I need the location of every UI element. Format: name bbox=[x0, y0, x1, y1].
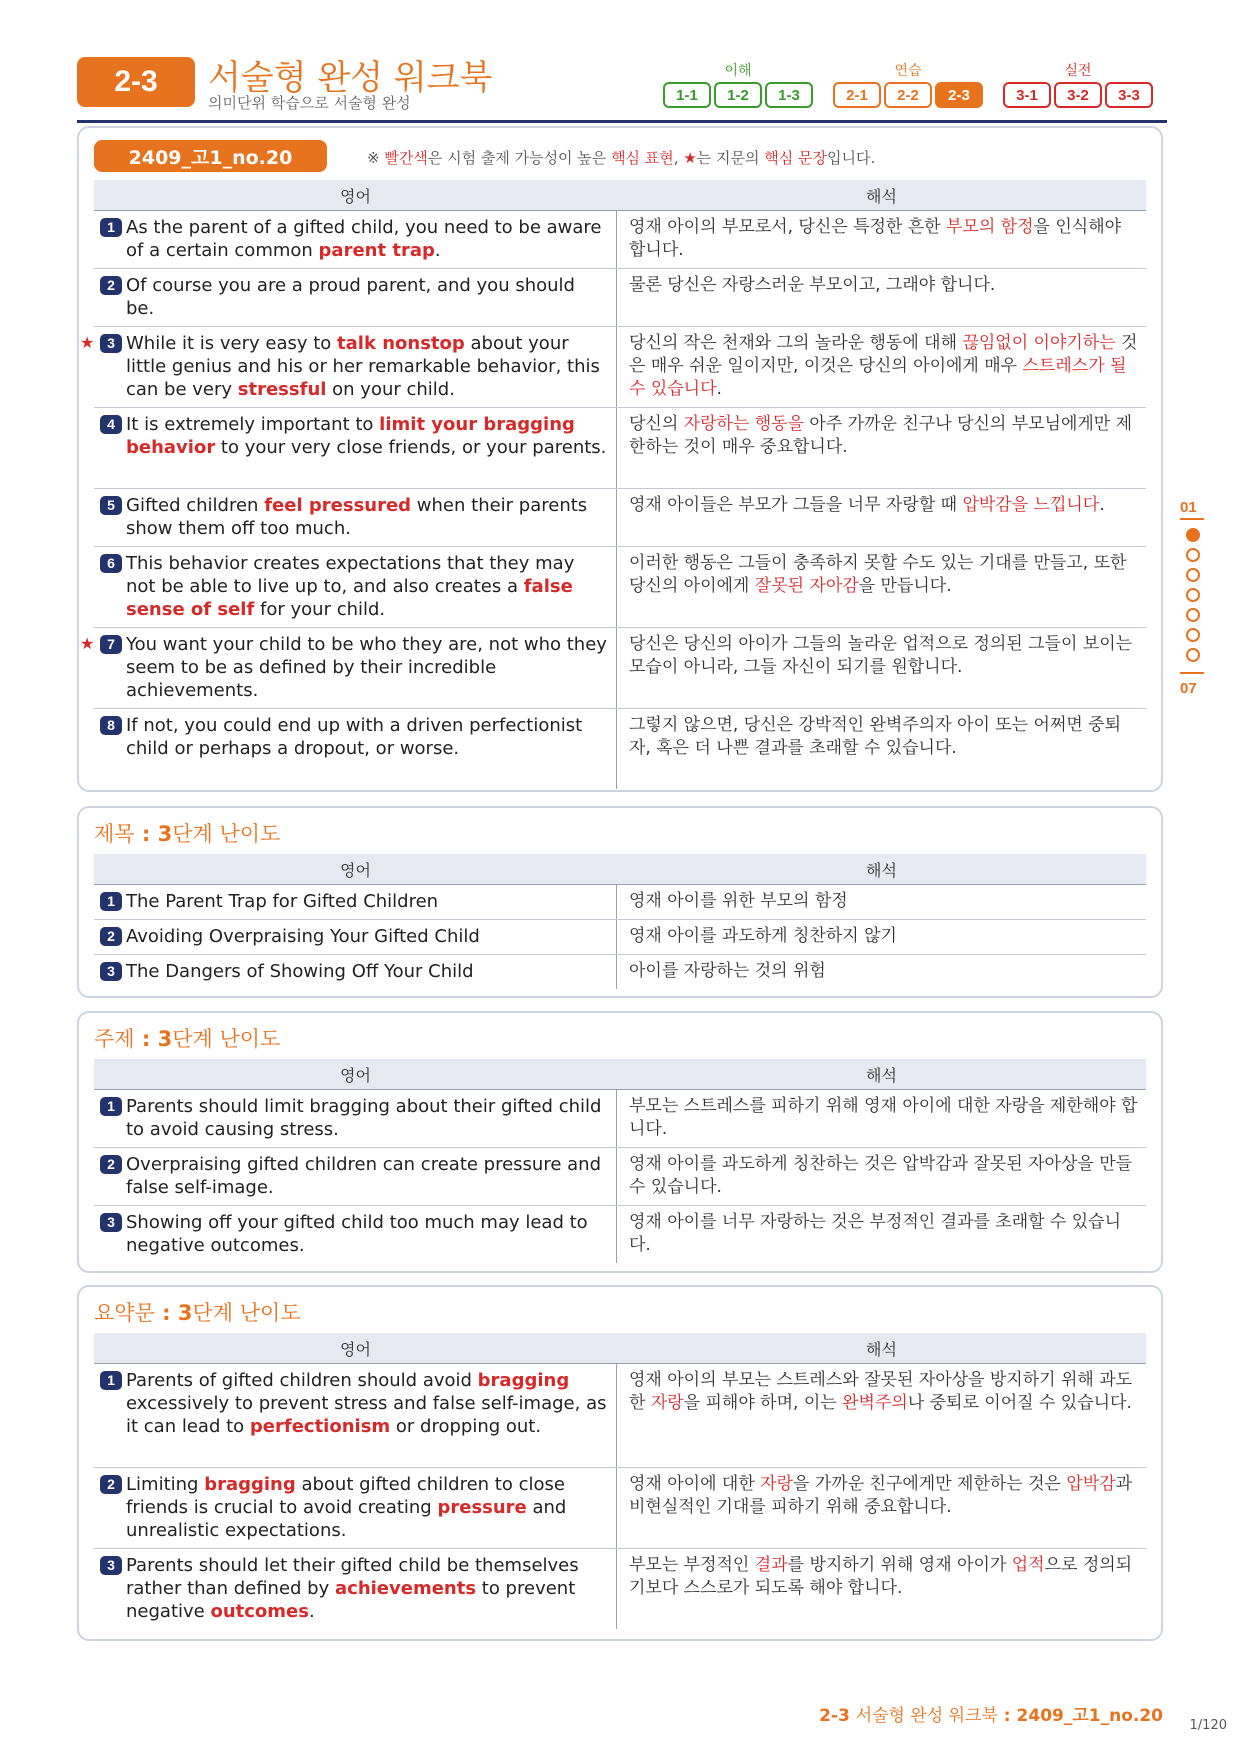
key-expression: limit your bragging behavior bbox=[126, 414, 575, 458]
column-header-korean: 해석 bbox=[866, 860, 897, 880]
english-cell bbox=[94, 1090, 617, 1147]
english-text: The Dangers of Showing Off Your Child bbox=[126, 961, 474, 982]
key-expression: 끊임없이 이야기하는 bbox=[962, 333, 1116, 353]
table-row bbox=[94, 210, 1146, 268]
english-cell bbox=[94, 1468, 617, 1548]
level-button-1-3[interactable]: 1-3 bbox=[765, 82, 813, 108]
side-nav-end: 07 bbox=[1180, 680, 1197, 697]
key-expression: 압박감 bbox=[1066, 1474, 1116, 1494]
sentence-number-badge: 8 bbox=[100, 716, 122, 735]
korean-cell: 당신의 작은 천재와 그의 놀라운 행동에 대해 끊임없이 이야기하는 것은 매우 쉬운 일이지만, 이것은 당신의 아이에게 매우 스트레스가 될 수 있습니다. bbox=[629, 333, 1138, 399]
key-expression: feel pressured bbox=[264, 495, 412, 516]
level-button-2-3-active[interactable]: 2-3 bbox=[935, 82, 983, 108]
side-nav-dot-3[interactable] bbox=[1186, 568, 1200, 582]
english-text: As the parent of a gifted child, you need to be aware of a certain common parent trap. bbox=[126, 217, 602, 261]
level-button-3-3[interactable]: 3-3 bbox=[1105, 82, 1153, 108]
english-text: It is extremely important to limit your bragging behavior to your very close friends, or your parents. bbox=[126, 414, 607, 458]
table-header bbox=[94, 854, 1146, 884]
column-header-korean: 해석 bbox=[866, 186, 897, 206]
section-title: 제목 : 3단계 난이도 bbox=[94, 822, 281, 846]
sentence-number-badge: 5 bbox=[100, 496, 122, 515]
table-row bbox=[94, 1363, 1146, 1467]
side-nav-dot-1[interactable] bbox=[1186, 528, 1200, 542]
table-row bbox=[80, 627, 1146, 708]
table-row bbox=[80, 326, 1146, 407]
sentence-number-badge: 2 bbox=[100, 1155, 122, 1174]
sentence-number-badge: 1 bbox=[100, 218, 122, 237]
passage-table bbox=[80, 180, 1146, 789]
key-expression: false sense of self bbox=[126, 576, 573, 620]
english-text: Showing off your gifted child too much may lead to negative outcomes. bbox=[126, 1212, 588, 1256]
table-row bbox=[94, 407, 1146, 488]
english-cell bbox=[94, 489, 617, 546]
english-text: Parents of gifted children should avoid bragging excessively to prevent stress and false self-image, as it can lead to perfectionism or dropping out. bbox=[126, 1370, 607, 1437]
korean-cell: 영재 아이를 위한 부모의 함정 bbox=[629, 891, 848, 911]
table-row bbox=[94, 1548, 1146, 1629]
page-number: 1/120 bbox=[1189, 1718, 1227, 1733]
side-nav-dot-4[interactable] bbox=[1186, 588, 1200, 602]
summary-panel bbox=[77, 1285, 1163, 1641]
key-expression: 자랑 bbox=[650, 1393, 684, 1413]
sentence-number-badge: 1 bbox=[100, 1371, 122, 1390]
summary-table bbox=[94, 1333, 1146, 1629]
key-sentence-star-icon: ★ bbox=[80, 333, 95, 352]
level-group-practice bbox=[833, 60, 983, 108]
english-cell bbox=[94, 408, 617, 488]
key-expression: pressure bbox=[437, 1497, 527, 1518]
table-header bbox=[94, 1059, 1146, 1089]
key-expression: 업적 bbox=[1011, 1555, 1045, 1575]
sentence-number-badge: 3 bbox=[100, 962, 122, 981]
sentence-number-badge: 7 bbox=[100, 635, 122, 654]
english-text: Gifted children feel pressured when their parents show them off too much. bbox=[126, 495, 588, 539]
english-cell bbox=[94, 327, 617, 407]
korean-cell: 부모는 스트레스를 피하기 위해 영재 아이에 대한 자랑을 제한해야 합니다. bbox=[629, 1096, 1138, 1139]
english-cell bbox=[94, 1549, 617, 1629]
column-header-english: 영어 bbox=[340, 1339, 371, 1359]
english-cell bbox=[94, 547, 617, 627]
english-cell bbox=[94, 1206, 617, 1263]
level-button-3-1[interactable]: 3-1 bbox=[1003, 82, 1051, 108]
column-header-english: 영어 bbox=[340, 860, 371, 880]
sentence-number-badge: 2 bbox=[100, 1475, 122, 1494]
korean-cell: 물론 당신은 자랑스러운 부모이고, 그래야 합니다. bbox=[629, 275, 996, 295]
key-expression: bragging bbox=[477, 1370, 570, 1391]
key-expression: 잘못된 자아감 bbox=[754, 576, 859, 596]
theme-table bbox=[94, 1059, 1146, 1263]
title-table bbox=[94, 854, 1146, 989]
table-row bbox=[94, 546, 1146, 627]
english-cell bbox=[94, 269, 617, 326]
korean-cell: 그렇지 않으면, 당신은 강박적인 완벽주의자 아이 또는 어쩌면 중퇴자, 혹은 더 나쁜 결과를 초래할 수 있습니다. bbox=[629, 715, 1122, 758]
english-cell bbox=[94, 211, 617, 268]
sentence-number-badge: 6 bbox=[100, 554, 122, 573]
sentence-number-badge: 1 bbox=[100, 1097, 122, 1116]
table-row bbox=[94, 1147, 1146, 1205]
korean-cell: 부모는 부정적인 결과를 방지하기 위해 영재 아이가 업적으로 정의되기보다 스스로가 되도록 해야 합니다. bbox=[629, 1555, 1133, 1598]
english-text: This behavior creates expectations that they may not be able to live up to, and also creates a false sense of self for your child. bbox=[126, 553, 575, 620]
english-cell bbox=[94, 920, 617, 954]
side-nav-line bbox=[1180, 672, 1204, 674]
level-caption: 연습 bbox=[894, 63, 922, 79]
table-row bbox=[94, 488, 1146, 546]
table-header bbox=[94, 180, 1146, 210]
sentence-number-badge: 4 bbox=[100, 415, 122, 434]
theme-panel bbox=[77, 1011, 1163, 1273]
level-button-2-1[interactable]: 2-1 bbox=[833, 82, 881, 108]
table-row bbox=[94, 268, 1146, 326]
sentence-number-badge: 3 bbox=[100, 1556, 122, 1575]
key-expression: achievements bbox=[335, 1578, 477, 1599]
side-nav-dot-6[interactable] bbox=[1186, 628, 1200, 642]
side-nav-dot-7[interactable] bbox=[1186, 648, 1200, 662]
page-title: 서술형 완성 워크북 bbox=[208, 58, 493, 98]
key-expression: 완벽주의 bbox=[842, 1393, 908, 1413]
side-nav-line bbox=[1180, 518, 1204, 520]
section-badge: 2-3 bbox=[77, 57, 195, 107]
section-title: 주제 : 3단계 난이도 bbox=[94, 1027, 281, 1051]
level-button-2-2[interactable]: 2-2 bbox=[884, 82, 932, 108]
korean-cell: 영재 아이의 부모로서, 당신은 특정한 흔한 부모의 함정을 인식해야 합니다. bbox=[629, 217, 1122, 260]
korean-cell: 이러한 행동은 그들이 충족하지 못할 수도 있는 기대를 만들고, 또한 당신의 아이에게 잘못된 자아감을 만듭니다. bbox=[629, 553, 1127, 596]
english-cell bbox=[94, 1364, 617, 1467]
korean-cell: 영재 아이들은 부모가 그들을 너무 자랑할 때 압박감을 느낍니다. bbox=[629, 495, 1105, 515]
english-text: You want your child to be who they are, not who they seem to be as defined by their incredible achievements. bbox=[126, 634, 607, 701]
legend-note: ※ 빨간색은 시험 출제 가능성이 높은 핵심 표현, ★는 지문의 핵심 문장입니다. bbox=[367, 149, 876, 167]
key-expression: 자랑 bbox=[760, 1474, 794, 1494]
column-header-korean: 해석 bbox=[866, 1065, 897, 1085]
side-nav-dot-2[interactable] bbox=[1186, 548, 1200, 562]
korean-cell: 당신은 당신의 아이가 그들의 놀라운 업적으로 정의된 그들이 보이는 모습이 아니라, 그들 자신이 되기를 원합니다. bbox=[629, 634, 1133, 677]
column-header-korean: 해석 bbox=[866, 1339, 897, 1359]
korean-cell: 당신의 자랑하는 행동을 아주 가까운 친구나 당신의 부모님에게만 제한하는 것이 매우 중요합니다. bbox=[629, 414, 1133, 457]
title-panel bbox=[77, 806, 1163, 998]
level-caption: 이해 bbox=[724, 63, 752, 79]
key-expression: 압박감을 느낍니다 bbox=[962, 495, 1100, 515]
key-expression: 결과 bbox=[754, 1555, 788, 1575]
key-expression: outcomes bbox=[210, 1601, 309, 1622]
sentence-number-badge: 2 bbox=[100, 276, 122, 295]
key-expression: bragging bbox=[204, 1474, 296, 1495]
table-row bbox=[94, 884, 1146, 919]
key-expression: talk nonstop bbox=[337, 333, 465, 354]
korean-cell: 아이를 자랑하는 것의 위험 bbox=[629, 961, 826, 981]
sentence-number-badge: 3 bbox=[100, 334, 122, 353]
side-nav-dot-5[interactable] bbox=[1186, 608, 1200, 622]
level-group-understanding bbox=[663, 60, 813, 108]
header-divider bbox=[77, 120, 1167, 123]
english-cell bbox=[94, 1148, 617, 1205]
table-row bbox=[94, 1205, 1146, 1263]
table-row bbox=[94, 1467, 1146, 1548]
column-header-english: 영어 bbox=[340, 1065, 371, 1085]
page-subtitle: 의미단위 학습으로 서술형 완성 bbox=[208, 94, 411, 112]
key-expression: 스트레스가 될 수 있습니다 bbox=[629, 356, 1127, 399]
korean-cell: 영재 아이의 부모는 스트레스와 잘못된 자아상을 방지하기 위해 과도한 자랑을 피해야 하며, 이는 완벽주의나 중퇴로 이어질 수 있습니다. bbox=[629, 1370, 1133, 1413]
english-text: If not, you could end up with a driven perfectionist child or perhaps a dropout, or worse. bbox=[126, 715, 583, 759]
english-text: Limiting bragging about gifted children to close friends is crucial to avoid creating pressure and unrealistic expectations. bbox=[126, 1474, 567, 1541]
level-button-1-1[interactable]: 1-1 bbox=[663, 82, 711, 108]
english-text: Parents should let their gifted child be themselves rather than defined by achievements to prevent negative outcomes. bbox=[126, 1555, 579, 1622]
table-header bbox=[94, 1333, 1146, 1363]
korean-cell: 영재 아이를 과도하게 칭찬하지 않기 bbox=[629, 926, 897, 946]
key-expression: 자랑하는 행동을 bbox=[683, 414, 805, 434]
table-row bbox=[94, 708, 1146, 789]
korean-cell: 영재 아이를 너무 자랑하는 것은 부정적인 결과를 초래할 수 있습니다. bbox=[629, 1212, 1122, 1255]
key-expression: 부모의 함정 bbox=[946, 217, 1034, 237]
table-row bbox=[94, 919, 1146, 954]
korean-cell: 영재 아이에 대한 자랑을 가까운 친구에게만 제한하는 것은 압박감과 비현실적인 기대를 피하기 위해 중요합니다. bbox=[629, 1474, 1133, 1517]
table-row bbox=[94, 1089, 1146, 1147]
sentence-number-badge: 2 bbox=[100, 927, 122, 946]
footer-title: 2-3 서술형 완성 워크북 : 2409_고1_no.20 bbox=[819, 1706, 1163, 1726]
english-text: Overpraising gifted children can create pressure and false self-image. bbox=[126, 1154, 602, 1198]
key-expression: parent trap bbox=[318, 240, 435, 261]
english-text: While it is very easy to talk nonstop about your little genius and his or her remarkable behavior, this can be very stressful on your child. bbox=[126, 333, 600, 400]
english-cell bbox=[94, 955, 617, 989]
english-text: Of course you are a proud parent, and you should be. bbox=[126, 275, 575, 319]
sentence-number-badge: 3 bbox=[100, 1213, 122, 1232]
english-cell bbox=[94, 709, 617, 789]
english-text: The Parent Trap for Gifted Children bbox=[126, 891, 439, 912]
column-header-english: 영어 bbox=[340, 186, 371, 206]
passage-panel bbox=[77, 126, 1163, 792]
key-expression: perfectionism bbox=[249, 1416, 391, 1437]
english-cell bbox=[94, 628, 617, 708]
key-expression: stressful bbox=[237, 379, 327, 400]
english-text: Parents should limit bragging about their gifted child to avoid causing stress. bbox=[126, 1096, 602, 1140]
english-text: Avoiding Overpraising Your Gifted Child bbox=[126, 926, 480, 947]
level-button-3-2[interactable]: 3-2 bbox=[1054, 82, 1102, 108]
level-caption: 실전 bbox=[1064, 63, 1092, 79]
level-group-real bbox=[1003, 60, 1153, 108]
key-sentence-star-icon: ★ bbox=[80, 634, 95, 653]
table-row bbox=[94, 954, 1146, 989]
section-title: 요약문 : 3단계 난이도 bbox=[94, 1301, 301, 1325]
sentence-number-badge: 1 bbox=[100, 892, 122, 911]
level-button-1-2[interactable]: 1-2 bbox=[714, 82, 762, 108]
korean-cell: 영재 아이를 과도하게 칭찬하는 것은 압박감과 잘못된 자아상을 만들 수 있습니다. bbox=[629, 1154, 1133, 1197]
english-cell bbox=[94, 885, 617, 919]
passage-code-badge: 2409_고1_no.20 bbox=[94, 140, 327, 172]
side-nav-start: 01 bbox=[1180, 499, 1197, 516]
